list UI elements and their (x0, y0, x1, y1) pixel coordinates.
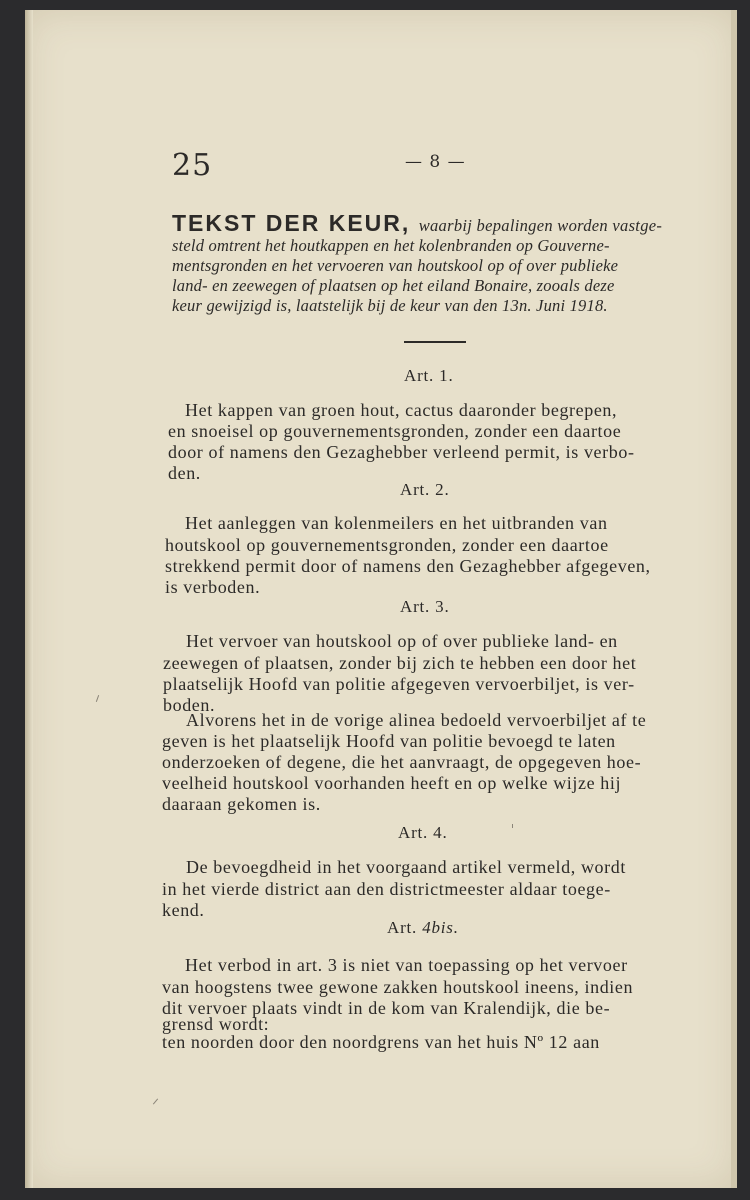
article-2-line-3: strekkend permit door of namens den Gezaghebber afgegeven, (165, 556, 651, 576)
article-3-label: Art. 3. (400, 597, 450, 616)
page-edge (731, 10, 737, 1188)
article-3-line-6: geven is het plaatselijk Hoofd van politie bevoegd te laten (162, 731, 616, 751)
article-1-line-1: Het kappen van groen hout, cactus daaronder begrepen, (185, 400, 618, 420)
article-2-line-4: is verboden. (165, 577, 261, 597)
title-line-1: waarbij bepalingen worden vastge- (418, 216, 663, 235)
article-4bis-label (387, 918, 459, 938)
folio-number: — 8 — (405, 152, 466, 172)
page-number: 25 (172, 148, 213, 183)
title-line-4: land- en zeewegen of plaatsen op het eiland Bonaire, zooals deze (172, 276, 615, 295)
article-3-line-3: plaatselijk Hoofd van politie afgegeven vervoerbiljet, is ver- (163, 674, 635, 694)
article-3-line-2: zeewegen of plaatsen, zonder bij zich te hebben een door het (163, 653, 637, 673)
page-binding (25, 10, 33, 1188)
scan-speck (512, 824, 513, 828)
article-3-line-7: onderzoeken of degene, die het aanvraagt, de opgegeven hoe- (162, 752, 642, 772)
article-2-line-1: Het aanleggen van kolenmeilers en het uitbranden van (185, 513, 608, 533)
document-title (172, 210, 662, 237)
article-4bis-line-1: Het verbod in art. 3 is niet van toepassing op het vervoer (185, 955, 628, 975)
title-line-5: keur gewijzigd is, laatstelijk bij de keur van den 13n. Juni 1918. (172, 296, 608, 315)
article-4-label: Art. 4. (398, 823, 448, 842)
article-2-line-2: houtskool op gouvernementsgronden, zonder een daartoe (165, 535, 609, 555)
article-3-line-5: Alvorens het in de vorige alinea bedoeld vervoerbiljet af te (186, 710, 647, 730)
article-4bis-line-5: ten noorden door den noordgrens van het huis Nº 12 aan (162, 1032, 600, 1052)
article-4-line-1: De bevoegdheid in het voorgaand artikel vermeld, wordt (186, 857, 626, 877)
title-line-2: steld omtrent het houtkappen en het kolenbranden op Gouverne- (172, 236, 610, 255)
article-3-line-8: veelheid houtskool voorhanden heeft en op welke wijze hij (162, 773, 622, 793)
article-4bis-suffix: 4bis. (422, 918, 459, 937)
article-4bis-line-4: grensd wordt: (162, 1014, 270, 1034)
title-line-3: mentsgronden en het vervoeren van houtskool op of over publieke (172, 256, 619, 275)
article-1-line-4: den. (168, 463, 201, 483)
section-divider (404, 341, 466, 343)
article-3-line-4: boden. (163, 695, 216, 715)
article-4-line-2: in het vierde district aan den districtmeester aldaar toege- (162, 879, 611, 899)
article-1-label: Art. 1. (404, 366, 454, 385)
article-4bis-line-3: dit vervoer plaats vindt in de kom van Kralendijk, die be- (162, 998, 611, 1018)
article-4-line-3: kend. (162, 900, 205, 920)
article-3-line-1: Het vervoer van houtskool op of over publieke land- en (186, 631, 618, 651)
article-1-line-2: en snoeisel op gouvernementsgronden, zonder een daartoe (168, 421, 622, 441)
article-3-line-9: daaraan gekomen is. (162, 794, 321, 814)
article-4bis-prefix: Art. (387, 918, 418, 937)
article-4bis-line-2: van hoogstens twee gewone zakken houtskool ineens, indien (162, 977, 634, 997)
article-2-label: Art. 2. (400, 480, 450, 499)
title-caps: TEKST DER KEUR, (172, 210, 411, 236)
article-1-line-3: door of namens den Gezaghebber verleend permit, is verbo- (168, 442, 635, 462)
